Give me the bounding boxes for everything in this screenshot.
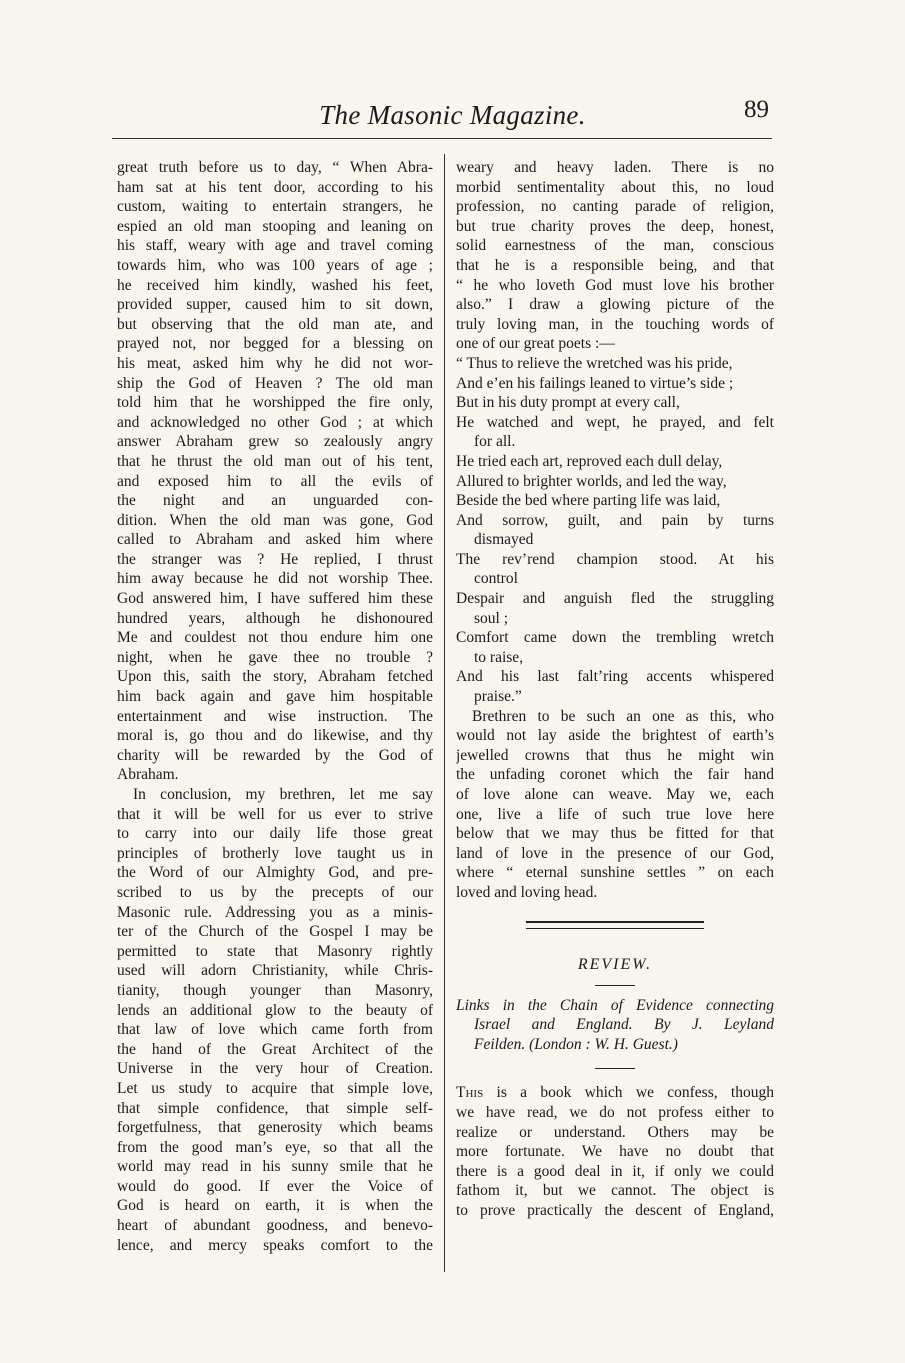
- left-column-line: God is heard on earth, it is when the: [117, 1197, 433, 1215]
- left-column: [117, 158, 433, 1255]
- left-column-line: ter of the Church of the Gospel I may be: [117, 923, 433, 941]
- left-column-line: that he thrust the old man out of his tent,: [117, 452, 433, 470]
- left-column-line: the stranger was ? He replied, I thrust: [117, 550, 433, 568]
- right-column-line: “ Thus to relieve the wretched was his pride,: [456, 354, 733, 372]
- left-column-line: called to Abraham and asked him where: [117, 531, 433, 549]
- left-column-line: and exposed him to all the evils of: [117, 472, 433, 490]
- left-column-line: dition. When the old man was gone, God: [117, 511, 433, 529]
- right-column-line: control: [474, 570, 518, 588]
- right-column-line: jewelled crowns that thus he might win: [456, 746, 774, 764]
- citation-line: Links in the Chain of Evidence connecting: [456, 996, 774, 1014]
- review-body-line: fathom it, but we cannot. The object is: [456, 1182, 774, 1200]
- right-column-line: below that we may thus be fitted for that: [456, 825, 774, 843]
- left-column-line: towards him, who was 100 years of age ;: [117, 256, 433, 274]
- left-column-line: the Word of our Almighty God, and pre-: [117, 864, 433, 882]
- right-column-line: solid earnestness of the man, conscious: [456, 237, 774, 255]
- left-column-line: that simple confidence, that simple self-: [117, 1099, 433, 1117]
- left-column-line: the hand of the Great Architect of the: [117, 1040, 433, 1058]
- left-column-line: prayed not, nor begged for a blessing on: [117, 335, 433, 353]
- left-column-line: Universe in the very hour of Creation.: [117, 1060, 433, 1078]
- left-column-line: that it will be well for us ever to strive: [117, 805, 433, 823]
- right-column-line: loved and loving head.: [456, 883, 598, 901]
- left-column-line: and acknowledged no other God ; at which: [117, 413, 433, 431]
- left-column-line: to carry into our daily life those great: [117, 825, 433, 843]
- review-body-line: to prove practically the descent of England,: [456, 1201, 774, 1219]
- right-column-line: dismayed: [474, 531, 534, 549]
- review-citation: [456, 996, 774, 1055]
- left-column-line: custom, waiting to entertain strangers, he: [117, 198, 433, 216]
- review-rule-bottom: [595, 1068, 635, 1069]
- right-column-line: one of our great poets :—: [456, 335, 615, 353]
- review-body-line: we have read, we do not profess either to: [456, 1103, 774, 1121]
- right-column-line: soul ;: [474, 609, 509, 627]
- right-column-line: Comfort came down the trembling wretch: [456, 629, 774, 647]
- right-column-line: the unfading coronet which the fair hand: [456, 766, 774, 784]
- right-column-line: Despair and anguish fled the struggling: [456, 590, 774, 608]
- running-head-title: The Masonic Magazine.: [319, 100, 586, 130]
- left-column-line: scribed to us by the precepts of our: [117, 883, 433, 901]
- right-column-line: He tried each art, reproved each dull delay,: [456, 452, 723, 470]
- left-column-line: principles of brotherly love taught us in: [117, 844, 433, 862]
- left-column-line: permitted to state that Masonry rightly: [117, 942, 433, 960]
- right-column-line: also.” I draw a glowing picture of the: [456, 296, 774, 314]
- review-body-line: there is a good deal in it, if only we could: [456, 1162, 774, 1180]
- left-column-line: Me and couldest not thou endure him one: [117, 629, 433, 647]
- right-column-line: And his last falt’ring accents whispered: [456, 668, 774, 686]
- right-column: [456, 158, 774, 1221]
- right-column-line: profession, no canting parade of religion,: [456, 198, 774, 216]
- review-body: [456, 1083, 774, 1220]
- right-column-line: And e’en his failings leaned to virtue’s side ;: [456, 374, 734, 392]
- right-column-line: would not lay aside the brightest of earth’s: [456, 727, 774, 745]
- review-body-line: [456, 1083, 774, 1103]
- review-body-line: realize or understand. Others may be: [456, 1123, 774, 1141]
- left-column-line: answer Abraham grew so zealously angry: [117, 433, 433, 451]
- right-column-line: for all.: [474, 433, 516, 451]
- citation-line: Israel and England. By J. Leyland: [474, 1016, 774, 1034]
- right-column-line: where “ eternal sunshine settles ” on each: [456, 864, 774, 882]
- left-column-line: tianity, though younger than Masonry,: [117, 981, 433, 999]
- left-column-line: hundred years, although he dishonoured: [117, 609, 433, 627]
- right-column-line: land of love in the presence of our God,: [456, 844, 774, 862]
- left-column-line: espied an old man stooping and leaning on: [117, 217, 433, 235]
- right-column-line: weary and heavy laden. There is no: [456, 159, 774, 176]
- left-column-line: lence, and mercy speaks comfort to the: [117, 1236, 433, 1254]
- left-column-line: charity will be rewarded by the God of: [117, 746, 433, 764]
- left-column-line: used will adorn Christianity, while Chris-: [117, 962, 433, 980]
- right-column-line: one, live a life of such true love here: [456, 805, 774, 823]
- left-column-line: In conclusion, my brethren, let me say: [133, 786, 433, 803]
- left-column-line: would do good. If ever the Voice of: [117, 1177, 433, 1195]
- left-column-line: God answered him, I have suffered him these: [117, 590, 433, 608]
- left-column-line: the night and an unguarded con-: [117, 492, 433, 510]
- right-column-line: of love alone can weave. May we, each: [456, 786, 774, 803]
- page-number: 89: [744, 96, 769, 123]
- left-column-line: provided supper, caused him to sit down,: [117, 296, 433, 314]
- left-column-line: from the good man’s eye, so that all the: [117, 1138, 433, 1156]
- left-column-line: world may read in his sunny smile that he: [117, 1158, 433, 1176]
- right-column-line: morbid sentimentality about this, no loud: [456, 178, 774, 196]
- right-column-line: Brethren to be such an one as this, who: [472, 707, 774, 725]
- left-column-line: ship the God of Heaven ? The old man: [117, 374, 433, 392]
- right-column-line: praise.”: [474, 688, 522, 706]
- left-column-line: he received him kindly, washed his feet,: [117, 276, 433, 294]
- left-column-line: his staff, weary with age and travel coming: [117, 237, 433, 255]
- right-column-line: He watched and wept, he prayed, and felt: [456, 413, 774, 431]
- review-first-line-text: is a book which we confess, though: [483, 1084, 774, 1102]
- right-column-line: Beside the bed where parting life was laid,: [456, 492, 721, 510]
- review-rule-top: [595, 985, 635, 986]
- left-column-line: Upon this, saith the story, Abraham fetched: [117, 668, 433, 686]
- left-column-line: heart of abundant goodness, and benevo-: [117, 1217, 433, 1235]
- left-column-line: entertainment and wise instruction. The: [117, 707, 433, 725]
- left-column-line: moral is, go thou and do likewise, and thy: [117, 727, 433, 745]
- left-column-line: Masonic rule. Addressing you as a minis-: [117, 903, 433, 921]
- right-column-line: but true charity proves the deep, honest,: [456, 217, 774, 235]
- review-body-line: more fortunate. We have no doubt that: [456, 1143, 774, 1161]
- left-column-line: ham sat at his tent door, according to his: [117, 178, 433, 196]
- left-column-line: him back again and gave him hospitable: [117, 688, 433, 706]
- right-column-line: to raise,: [474, 648, 524, 666]
- right-column-line: truly loving man, in the touching words of: [456, 315, 774, 333]
- right-column-line: The rev’rend champion stood. At his: [456, 550, 774, 568]
- sermon-continuation: [456, 158, 774, 903]
- left-column-line: but observing that the old man ate, and: [117, 315, 433, 333]
- left-column-line: that law of love which came forth from: [117, 1021, 433, 1039]
- right-column-line: “ he who loveth God must love his brother: [456, 276, 774, 294]
- right-column-line: And sorrow, guilt, and pain by turns: [456, 511, 774, 529]
- left-column-line: lends an additional glow to the beauty of: [117, 1001, 433, 1019]
- right-column-line: But in his duty prompt at every call,: [456, 394, 680, 412]
- review-heading: REVIEW.: [577, 955, 653, 973]
- column-divider: [444, 154, 445, 1272]
- left-column-line: Abraham.: [117, 766, 179, 784]
- right-column-line: Allured to brighter worlds, and led the way,: [456, 472, 727, 490]
- left-column-line: great truth before us to day, “ When Abra-: [117, 159, 433, 176]
- section-double-rule: [526, 921, 704, 929]
- right-column-line: that he is a responsible being, and that: [456, 256, 774, 274]
- header-rule: [112, 138, 772, 139]
- left-column-line: night, when he gave thee no trouble ?: [117, 648, 433, 666]
- left-column-line: Let us study to acquire that simple love,: [117, 1079, 433, 1097]
- left-column-line: forgetfulness, that generosity which beams: [117, 1119, 433, 1137]
- left-column-line: told him that he worshipped the fire only,: [117, 394, 433, 412]
- left-column-line: his meat, asked him why he did not wor-: [117, 354, 433, 372]
- citation-line: Feilden. (London : W. H. Guest.): [474, 1035, 678, 1053]
- left-column-line: him away because he did not worship Thee.: [117, 570, 433, 588]
- review-first-word: This: [456, 1084, 484, 1102]
